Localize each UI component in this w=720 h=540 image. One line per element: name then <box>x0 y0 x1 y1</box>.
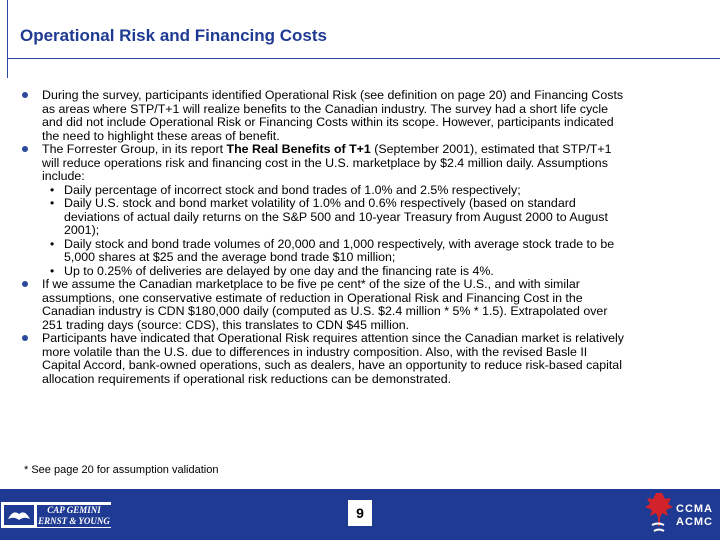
bullet-line: Canadian industry is CDN $180,000 daily (computed as U.S. $2.4 million * 5% * 1.5). Extrapolated over <box>42 304 608 318</box>
bullet-list <box>22 89 690 386</box>
bullet-line: 251 trading days (source: CDS), this translates to CDN $45 million. <box>42 317 410 332</box>
bullet-line: allocation requirements if operational risk reductions can be demonstrated. <box>42 371 452 386</box>
bullet-line: the need to highlight these areas of benefit. <box>42 128 280 143</box>
cap-gemini-ernst-young-logo <box>0 501 112 529</box>
maple-leaf-icon <box>640 489 676 540</box>
sub-bullet-item <box>22 265 690 279</box>
page-title: Operational Risk and Financing Costs <box>20 26 327 45</box>
bullet-item <box>22 89 690 143</box>
sub-bullet-line: Up to 0.25% of deliveries are delayed by one day and the financing rate is 4%. <box>64 263 494 278</box>
bullet-line: include: <box>42 169 85 183</box>
sub-bullet-line: deviations of actual daily returns on the S&P 500 and 10-year Treasury from August 2000 to August <box>64 209 608 224</box>
sub-bullet-line: 2001); <box>64 223 100 237</box>
sub-bullet-line: Daily percentage of incorrect stock and bond trades of 1.0% and 2.5% respectively; <box>64 182 521 197</box>
bullet-line <box>42 143 690 157</box>
sub-bullet-dot-icon: • <box>50 263 55 278</box>
bullet-dot-icon <box>22 92 28 98</box>
bullet-dot-icon <box>22 281 28 287</box>
logo-text-cap-gemini: CAP GEMINI <box>37 505 111 516</box>
bullet-line: will reduce operations risk and financing cost in the U.S. marketplace by $2.4 million daily. Assumptions <box>42 155 608 170</box>
bullet-item <box>22 143 690 184</box>
bullet-text: The Forrester Group, in its report <box>42 142 227 156</box>
ccma-acmc-logo <box>638 489 720 540</box>
bullet-line: assumptions, one conservative estimate of reduction in Operational Risk and Financing Cost in the <box>42 290 583 305</box>
spade-icon <box>4 505 34 525</box>
bullet-line: more volatile than the U.S. due to differences in industry composition. Also, with the revised Basle II <box>42 344 588 359</box>
sub-bullet-line: 5,000 shares at $25 and the average bond trade $10 million; <box>64 250 396 264</box>
bullet-line: as areas where STP/T+1 will realize benefits to the Canadian industry. The survey had a short life cycle <box>42 101 609 116</box>
logo-text-ernst-young: ERNST & YOUNG <box>38 516 110 526</box>
sub-bullet-dot-icon: • <box>50 182 55 197</box>
title-rule-vertical <box>7 0 8 78</box>
sub-bullet-dot-icon: • <box>50 196 55 210</box>
bullet-dot-icon <box>22 146 28 152</box>
sub-bullet-line: Daily stock and bond trade volumes of 20,000 and 1,000 respectively, with average stock trade to be <box>64 236 615 251</box>
sub-bullet-item <box>22 184 690 198</box>
footnote: * See page 20 for assumption validation <box>24 464 219 476</box>
report-title: The Real Benefits of T+1 <box>226 142 371 156</box>
bullet-item <box>22 332 690 386</box>
bullet-item <box>22 278 690 332</box>
title-rule-horizontal <box>7 58 720 59</box>
bullet-line: During the survey, participants identified Operational Risk (see definition on page 20) and Financing Costs <box>42 88 624 102</box>
bullet-line: If we assume the Canadian marketplace to be five pe cent* of the size of the U.S., and with similar <box>42 277 580 291</box>
sub-bullet-item <box>22 197 690 238</box>
bullet-text: (September 2001), estimated that STP/T+1 <box>370 142 612 156</box>
page-number: 9 <box>348 500 372 526</box>
logo-text-acmc: ACMC <box>676 516 713 528</box>
sub-bullet-dot-icon: • <box>50 236 55 251</box>
bullet-line: Participants have indicated that Operational Risk requires attention since the Canadian market is relatively <box>42 331 624 345</box>
sub-bullet-line: Daily U.S. stock and bond market volatility of 1.0% and 0.6% respectively (based on standard <box>64 196 576 210</box>
bullet-dot-icon <box>22 335 28 341</box>
logo-text-ccma: CCMA <box>676 503 713 515</box>
footer-bar <box>0 489 720 540</box>
bullet-line: Capital Accord, bank-owned operations, such as dealers, have an opportunity to reduce risk-based capital <box>42 358 622 372</box>
bullet-line: and did not include Operational Risk or Financing Costs within its scope. However, participants indicated <box>42 115 614 129</box>
sub-bullet-item <box>22 238 690 265</box>
